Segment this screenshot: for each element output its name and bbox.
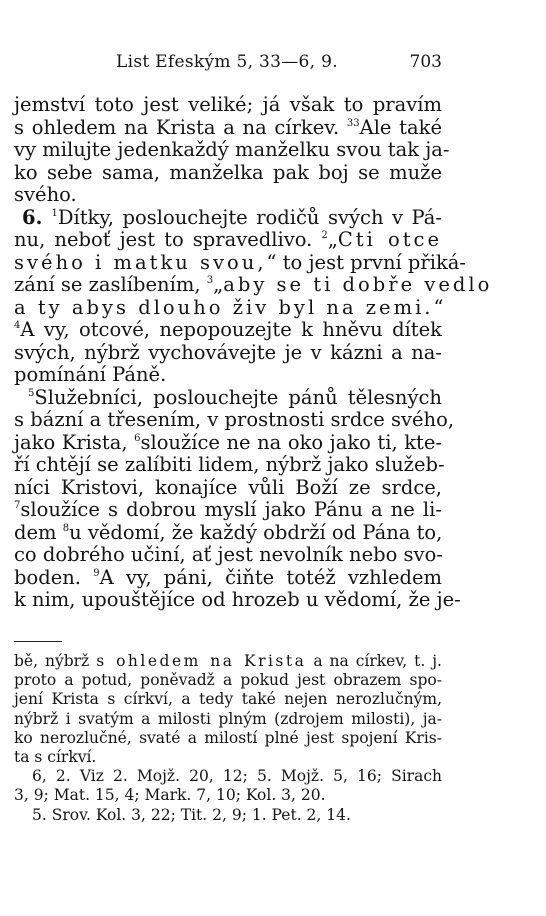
footnote-line [14,729,442,748]
text-run: ří chtějí se zalíbiti lidem, nýbrž jako služeb- [14,453,445,476]
text-line [14,453,445,477]
verse-number: 3 [206,275,214,286]
text-run: ta s církví. [14,747,97,766]
text-line [14,499,442,522]
text-line [14,250,467,275]
text-run: „ [213,273,224,296]
text-run: 5. Srov. Kol. 3, 22; Tit. 2, 9; 1. Pet. 2, 14. [32,805,351,824]
text-run: 3, 9; Mat. 15, 4; Mark. 7, 10; Kol. 3, 20. [14,786,326,805]
footnote-line [14,671,442,690]
text-line [14,544,442,567]
text-line [14,364,442,387]
verse-number: 9 [93,567,100,579]
text-line [14,229,442,252]
text-line [14,273,493,297]
footnote-line [14,690,442,709]
main-text [14,93,493,612]
emphasized-text: a ty abys dlouho živ byl na zemi. [14,295,434,319]
text-run: dem [14,520,63,544]
text-run: níci Kristovi, konajíce vůli Boží ze srdce, [14,475,442,499]
text-line [14,297,442,320]
text-run: s bázní a třesením, v prostnosti srdce svého, [14,408,455,431]
footnote-line [14,806,442,825]
verse-number: 4 [14,320,21,331]
text-line [14,432,442,455]
text-line [14,117,442,140]
text-run: sloužíce ne na oko jako ti, kte- [140,430,442,454]
text-line [14,342,442,365]
text-run: bě, nýbrž [14,652,97,670]
text-run: Dítky, poslouchejte rodičů svých v Pá- [57,205,442,229]
text-run: boden. [14,565,94,589]
text-run: svého. [14,183,77,206]
text-run: k nim, upouštějíce od hrozeb u vědomí, že je- [14,588,461,611]
text-run: A vy, páni, čiňte totéž vzhledem [99,565,443,589]
verse-number: 7 [14,500,21,511]
text-run: sloužíce s dobrou myslí jako Pánu a ne li- [20,498,442,521]
text-line [14,319,442,342]
text-line [14,162,442,185]
text-run: jako Krista, [14,430,135,454]
text-run: ko sebe sama, manželka pak boj se muže [14,160,442,184]
text-run: 6, 2. Viz 2. Mojž. 20, 12; 5. Mojž. 5, 16; Sirach [32,767,442,786]
text-line [14,408,455,432]
text-line [14,588,461,612]
running-title: List Efeským 5, 33—6, 9. [116,52,338,72]
text-line [14,207,442,230]
verse-number: 2 [321,230,328,241]
emphasized-text: s ohledem na Krista [96,652,307,670]
footnote-line [14,786,442,805]
text-run: s ohledem na Krista a na církev. [14,115,347,139]
text-run: Služebníci, poslouchejte pánů tělesných [34,385,442,409]
verse-number: 1 [51,207,58,219]
text-run: vy milujte jedenkaždý manželku svou tak ja- [14,138,450,161]
verse-number: 33 [346,117,360,129]
verse-number: 5 [28,387,35,399]
text-run: jení Krista s církví, a tedy také nejen nerozlučným, [14,690,442,709]
footnote-line [14,710,442,729]
text-run: Ale také [359,115,442,139]
emphasized-text: svého i matku svou, [14,250,267,274]
emphasized-text: aby se ti dobře vedlo [223,273,493,296]
text-run: proto a potud, poněvadž a pokud jest obrazem spo- [14,671,442,690]
text-line [14,184,442,207]
footnote-line [14,767,442,786]
footnotes [14,652,442,825]
text-run: “ [433,295,444,319]
verse-number: 6 [134,432,141,444]
footnote-line [14,652,442,671]
text-line [14,522,442,545]
footnote-divider [14,641,62,642]
text-line [14,138,450,162]
text-line [14,477,442,500]
page-header [14,52,442,78]
text-run: zání se zaslíbením, [14,273,207,296]
chapter-number: 6. [22,205,52,229]
text-run: co dobrého učiní, ať jest nevolník nebo svo- [14,543,443,566]
text-run: jemství toto jest veliké; já však to pravím [14,93,442,116]
text-run: „ [327,228,338,251]
text-run: ko nerozlučné, svaté a milostí plné jest spojení Kris- [14,728,442,747]
text-run: a na církev, t. j. [306,652,442,670]
text-line [14,567,442,590]
text-run: “ to jest první přiká- [266,250,467,274]
text-run: svých, nýbrž vychovávejte je v kázni a na- [14,340,442,364]
page-number: 703 [409,52,442,72]
text-run: nu, neboť jest to spravedlivo. [14,228,322,251]
text-line [14,387,442,410]
emphasized-text: Cti otce [337,228,442,251]
verse-number: 8 [62,522,70,534]
text-run: u vědomí, že každý obdrží od Pána to, [69,520,443,544]
text-line [14,94,442,117]
text-run: nýbrž i svatým a milosti plným (zdrojem milosti), ja- [14,709,442,728]
text-run: A vy, otcové, nepopouzejte k hněvu dítek [20,318,442,341]
footnote-line [14,748,442,767]
text-run: pomínání Páně. [14,363,167,386]
